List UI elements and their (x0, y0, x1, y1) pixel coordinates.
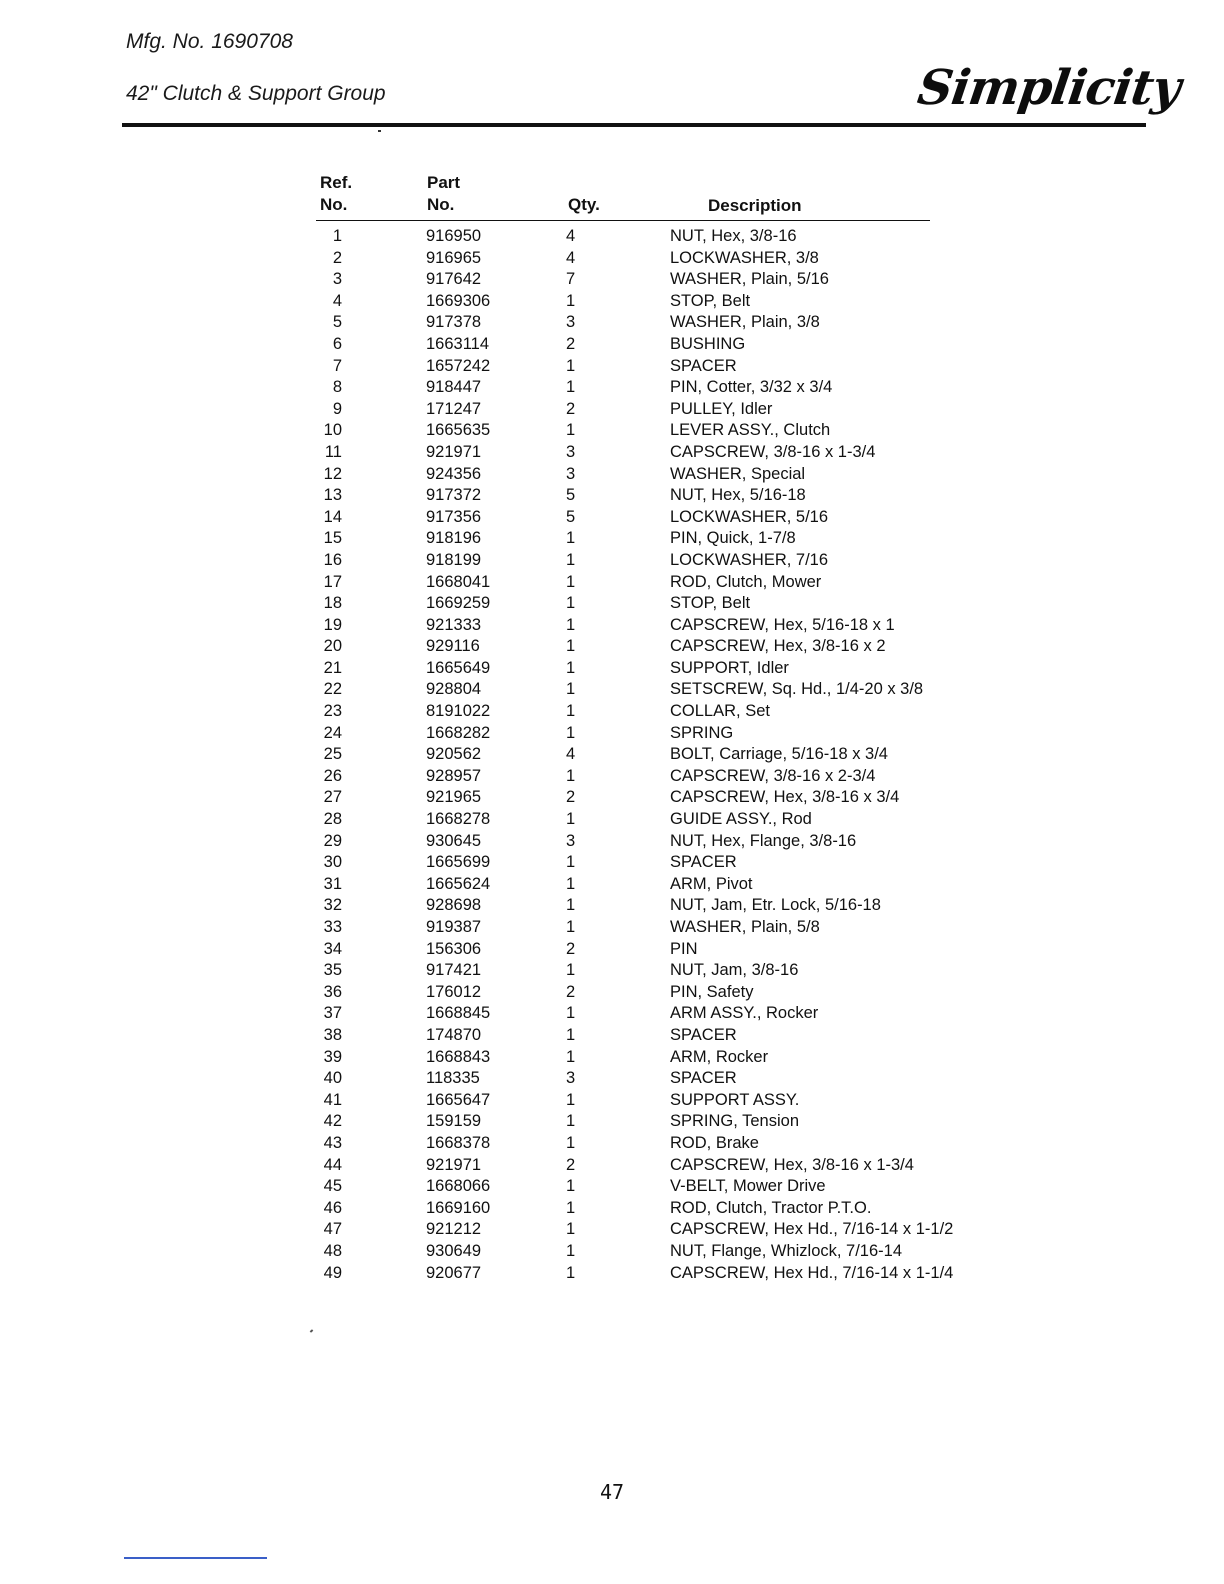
ref-number: 15 (323, 529, 342, 548)
description: ROD, Brake (670, 1133, 759, 1152)
table-row (316, 1068, 1016, 1090)
description: LOCKWASHER, 7/16 (670, 550, 829, 569)
table-row (316, 723, 1016, 745)
description: CAPSCREW, Hex, 3/8-16 x 1-3/4 (670, 1155, 914, 1174)
col-part-header-bottom: No. (427, 195, 455, 214)
ref-number: 40 (323, 1069, 342, 1088)
quantity: 1 (566, 874, 576, 893)
description: PIN, Quick, 1-7/8 (670, 529, 796, 548)
quantity: 1 (566, 637, 576, 656)
table-row (316, 1111, 1016, 1133)
ref-number: 36 (323, 982, 342, 1001)
table-row (316, 1176, 1016, 1198)
table-row (316, 1155, 1016, 1177)
ref-number: 38 (323, 1025, 342, 1044)
quantity: 1 (566, 356, 576, 375)
ref-number: 39 (323, 1047, 342, 1066)
part-number: 921971 (426, 1155, 482, 1174)
table-row (316, 744, 1016, 766)
table-row (316, 1263, 1016, 1285)
table-row (316, 1133, 1016, 1155)
part-number: 156306 (426, 939, 482, 958)
ref-number: 41 (323, 1090, 342, 1109)
ref-number: 3 (332, 270, 342, 289)
ref-number: 45 (323, 1177, 342, 1196)
quantity: 2 (566, 982, 576, 1001)
quantity: 1 (566, 291, 576, 310)
part-number: 930645 (426, 831, 482, 850)
table-row (316, 1219, 1016, 1241)
ref-number: 26 (323, 766, 342, 785)
ref-number: 9 (332, 399, 342, 418)
description: PIN, Safety (670, 982, 754, 1001)
table-row (316, 420, 1016, 442)
col-qty-header: Qty. (568, 195, 600, 214)
description: LOCKWASHER, 3/8 (670, 248, 819, 267)
description: CAPSCREW, 3/8-16 x 1-3/4 (670, 442, 876, 461)
description: NUT, Jam, 3/8-16 (670, 961, 799, 980)
ref-number: 21 (323, 658, 342, 677)
table-row (316, 528, 1016, 550)
table-row (316, 852, 1016, 874)
part-number: 1665635 (426, 421, 491, 440)
description: ARM, Rocker (670, 1047, 769, 1066)
table-row (316, 356, 1016, 378)
ref-number: 44 (323, 1155, 342, 1174)
quantity: 4 (566, 745, 576, 764)
quantity: 1 (566, 1198, 576, 1217)
quantity: 3 (566, 464, 576, 483)
ref-number: 13 (323, 486, 342, 505)
part-number: 921971 (426, 442, 482, 461)
ref-number: 46 (323, 1198, 342, 1217)
ref-number: 4 (332, 291, 342, 310)
description: NUT, Hex, 3/8-16 (670, 227, 797, 245)
quantity: 1 (566, 378, 576, 397)
quantity: 1 (566, 658, 576, 677)
ref-number: 16 (323, 550, 342, 569)
description: SPACER (670, 853, 737, 872)
quantity: 1 (566, 421, 576, 440)
part-number: 924356 (426, 464, 482, 483)
quantity: 4 (566, 248, 576, 267)
scan-tick (378, 130, 381, 132)
quantity: 1 (566, 615, 576, 634)
part-number: 918196 (426, 529, 482, 548)
part-number: 917642 (426, 270, 482, 289)
quantity: 2 (566, 399, 576, 418)
part-number: 1665647 (426, 1090, 491, 1109)
part-number: 1668378 (426, 1133, 491, 1152)
table-row (316, 874, 1016, 896)
description: ARM ASSY., Rocker (670, 1004, 819, 1023)
ref-number: 30 (323, 853, 342, 872)
description: ROD, Clutch, Tractor P.T.O. (670, 1198, 872, 1217)
description: WASHER, Plain, 5/16 (670, 270, 829, 289)
description: ROD, Clutch, Mower (670, 572, 822, 591)
description: STOP, Belt (670, 291, 751, 310)
description: CAPSCREW, Hex, 3/8-16 x 2 (670, 637, 886, 656)
ref-number: 37 (323, 1004, 342, 1023)
part-number: 1665624 (426, 874, 491, 893)
table-row (316, 269, 1016, 291)
ref-number: 11 (324, 442, 342, 461)
ref-number: 49 (323, 1263, 342, 1282)
description: SPACER (670, 1069, 737, 1088)
quantity: 1 (566, 572, 576, 591)
description: NUT, Jam, Etr. Lock, 5/16-18 (670, 896, 881, 915)
ref-number: 24 (323, 723, 342, 742)
page-number: 47 (599, 1480, 625, 1504)
table-row (316, 766, 1016, 788)
part-number: 118335 (426, 1069, 480, 1088)
quantity: 1 (566, 1090, 576, 1109)
table-row (316, 226, 1016, 248)
description: PIN (670, 939, 698, 958)
part-number: 1668843 (426, 1047, 491, 1066)
table-row (316, 939, 1016, 961)
table-row (316, 399, 1016, 421)
description: BOLT, Carriage, 5/16-18 x 3/4 (670, 745, 888, 764)
description: WASHER, Plain, 5/8 (670, 918, 820, 936)
description: SUPPORT, Idler (670, 658, 789, 677)
ref-number: 48 (323, 1241, 342, 1260)
quantity: 7 (566, 270, 576, 289)
table-row (316, 895, 1016, 917)
description: SPRING, Tension (670, 1112, 800, 1131)
description: SPACER (670, 356, 737, 375)
table-row (316, 291, 1016, 313)
table-row (316, 312, 1016, 334)
quantity: 1 (566, 680, 576, 699)
part-number: 171247 (426, 399, 482, 418)
table-row (316, 248, 1016, 270)
ref-number: 8 (332, 378, 342, 397)
part-number: 8191022 (426, 702, 491, 721)
table-row (316, 507, 1016, 529)
description: V-BELT, Mower Drive (670, 1177, 826, 1196)
ref-number: 47 (323, 1220, 342, 1239)
ref-number: 25 (323, 745, 342, 764)
ref-number: 10 (323, 421, 342, 440)
ref-number: 1 (332, 227, 342, 245)
part-number: 1665649 (426, 658, 491, 677)
quantity: 1 (566, 1047, 576, 1066)
description: NUT, Flange, Whizlock, 7/16-14 (670, 1241, 903, 1260)
part-number: 1668845 (426, 1004, 491, 1023)
table-row (316, 1090, 1016, 1112)
table-row (316, 1003, 1016, 1025)
quantity: 1 (566, 594, 576, 613)
part-number: 176012 (426, 982, 482, 1001)
ref-number: 18 (323, 594, 342, 613)
col-ref-header-top: Ref. (320, 173, 353, 192)
table-row (316, 658, 1016, 680)
part-number: 921333 (426, 615, 482, 634)
ref-number: 42 (323, 1112, 342, 1131)
part-number: 916950 (426, 227, 482, 245)
ref-number: 6 (332, 334, 342, 353)
ref-number: 14 (323, 507, 342, 526)
quantity: 1 (566, 1177, 576, 1196)
quantity: 1 (566, 529, 576, 548)
quantity: 1 (566, 1241, 576, 1260)
quantity: 1 (566, 723, 576, 742)
description: SPACER (670, 1025, 737, 1044)
brand-logo: Simplicity (914, 60, 1184, 116)
description: SUPPORT ASSY. (670, 1090, 800, 1109)
ref-number: 28 (323, 810, 342, 829)
description: WASHER, Plain, 3/8 (670, 313, 820, 332)
part-number: 1663114 (426, 334, 490, 353)
table-row (316, 679, 1016, 701)
description: SETSCREW, Sq. Hd., 1/4-20 x 3/8 (670, 680, 924, 699)
table-row (316, 572, 1016, 594)
part-number: 930649 (426, 1241, 482, 1260)
part-number: 918199 (426, 550, 482, 569)
table-row (316, 809, 1016, 831)
part-number: 1668066 (426, 1177, 491, 1196)
description: NUT, Hex, Flange, 3/8-16 (670, 831, 857, 850)
quantity: 1 (566, 810, 576, 829)
quantity: 3 (566, 313, 576, 332)
quantity: 2 (566, 334, 576, 353)
part-number: 174870 (426, 1025, 482, 1044)
ref-number: 19 (323, 615, 342, 634)
ref-number: 43 (323, 1133, 342, 1152)
quantity: 1 (566, 1025, 576, 1044)
table-row (316, 787, 1016, 809)
description: CAPSCREW, Hex Hd., 7/16-14 x 1-1/2 (670, 1220, 954, 1239)
table-row (316, 831, 1016, 853)
quantity: 2 (566, 788, 576, 807)
col-ref-header (320, 172, 352, 216)
part-number: 921965 (426, 788, 482, 807)
quantity: 4 (566, 227, 576, 245)
ref-number: 2 (332, 248, 342, 267)
description: ARM, Pivot (670, 874, 753, 893)
part-number: 1668278 (426, 810, 491, 829)
ref-number: 29 (323, 831, 342, 850)
part-number: 928957 (426, 766, 482, 785)
part-number: 1669306 (426, 291, 491, 310)
ref-number: 34 (323, 939, 342, 958)
quantity: 1 (566, 1133, 576, 1152)
header-rule (122, 123, 1146, 127)
part-number: 917372 (426, 486, 482, 505)
table-row (316, 615, 1016, 637)
ref-number: 7 (332, 356, 342, 375)
part-number: 159159 (426, 1112, 482, 1131)
description: NUT, Hex, 5/16-18 (670, 486, 806, 505)
mfg-number: Mfg. No. 1690708 (126, 30, 293, 53)
quantity: 1 (566, 702, 576, 721)
table-row (316, 464, 1016, 486)
table-row (316, 1241, 1016, 1263)
description: WASHER, Special (670, 464, 806, 483)
ref-number: 27 (323, 788, 342, 807)
quantity: 3 (566, 1069, 576, 1088)
part-number: 1669160 (426, 1198, 491, 1217)
quantity: 1 (566, 1004, 576, 1023)
description: COLLAR, Set (670, 702, 770, 721)
quantity: 3 (566, 442, 576, 461)
quantity: 1 (566, 1220, 576, 1239)
table-row (316, 701, 1016, 723)
quantity: 2 (566, 939, 576, 958)
ref-number: 32 (323, 896, 342, 915)
ref-number: 12 (323, 464, 342, 483)
ref-number: 35 (323, 961, 342, 980)
part-number: 916965 (426, 248, 482, 267)
part-number: 1665699 (426, 853, 491, 872)
table-row (316, 442, 1016, 464)
part-number: 917356 (426, 507, 482, 526)
ref-number: 33 (323, 918, 342, 936)
description: PULLEY, Idler (670, 399, 773, 418)
part-number: 928698 (426, 896, 482, 915)
description: BUSHING (670, 334, 746, 353)
part-number: 918447 (426, 378, 482, 397)
quantity: 1 (566, 1263, 576, 1282)
description: LEVER ASSY., Clutch (670, 421, 831, 440)
part-number: 929116 (426, 637, 480, 656)
col-part-header-top: Part (427, 173, 461, 192)
quantity: 1 (566, 766, 576, 785)
col-ref-header-bottom: No. (320, 195, 348, 214)
description: LOCKWASHER, 5/16 (670, 507, 829, 526)
quantity: 1 (566, 550, 576, 569)
ref-number: 23 (323, 702, 342, 721)
table-row (316, 593, 1016, 615)
quantity: 1 (566, 961, 576, 980)
quantity: 2 (566, 1155, 576, 1174)
part-number: 1669259 (426, 594, 491, 613)
quantity: 3 (566, 831, 576, 850)
footer-line (124, 1557, 267, 1559)
table-row (316, 334, 1016, 356)
table-row (316, 1025, 1016, 1047)
part-number: 928804 (426, 680, 482, 699)
quantity: 1 (566, 1112, 576, 1131)
col-description-header: Description (708, 196, 802, 215)
table-row (316, 960, 1016, 982)
part-number: 917421 (426, 961, 482, 980)
description: CAPSCREW, Hex Hd., 7/16-14 x 1-1/4 (670, 1263, 954, 1282)
part-number: 917378 (426, 313, 482, 332)
description: SPRING (670, 723, 734, 742)
description: CAPSCREW, Hex, 3/8-16 x 3/4 (670, 788, 900, 807)
quantity: 1 (566, 896, 576, 915)
table-row (316, 917, 1016, 939)
description: PIN, Cotter, 3/32 x 3/4 (670, 378, 833, 397)
description: GUIDE ASSY., Rod (670, 810, 812, 829)
group-title: 42" Clutch & Support Group (126, 82, 386, 105)
table-row (316, 550, 1016, 572)
col-part-header (427, 172, 460, 216)
quantity: 1 (566, 918, 576, 936)
header-underline (316, 220, 930, 221)
part-number: 1668282 (426, 723, 491, 742)
part-number: 920677 (426, 1263, 482, 1282)
ref-number: 20 (323, 637, 342, 656)
quantity: 5 (566, 486, 576, 505)
table-row (316, 982, 1016, 1004)
description: STOP, Belt (670, 594, 751, 613)
part-number: 919387 (426, 918, 482, 936)
table-row (316, 485, 1016, 507)
stray-mark (310, 1329, 314, 1332)
part-number: 1668041 (426, 572, 491, 591)
table-row (316, 377, 1016, 399)
ref-number: 5 (332, 313, 342, 332)
ref-number: 31 (323, 874, 342, 893)
part-number: 920562 (426, 745, 482, 764)
ref-number: 17 (323, 572, 342, 591)
part-number: 921212 (426, 1220, 482, 1239)
part-number: 1657242 (426, 356, 491, 375)
ref-number: 22 (323, 680, 342, 699)
table-row (316, 1047, 1016, 1069)
parts-table-body (316, 226, 1016, 1284)
table-row (316, 636, 1016, 658)
quantity: 5 (566, 507, 576, 526)
quantity: 1 (566, 853, 576, 872)
description: CAPSCREW, 3/8-16 x 2-3/4 (670, 766, 876, 785)
table-row (316, 1198, 1016, 1220)
description: CAPSCREW, Hex, 5/16-18 x 1 (670, 615, 895, 634)
